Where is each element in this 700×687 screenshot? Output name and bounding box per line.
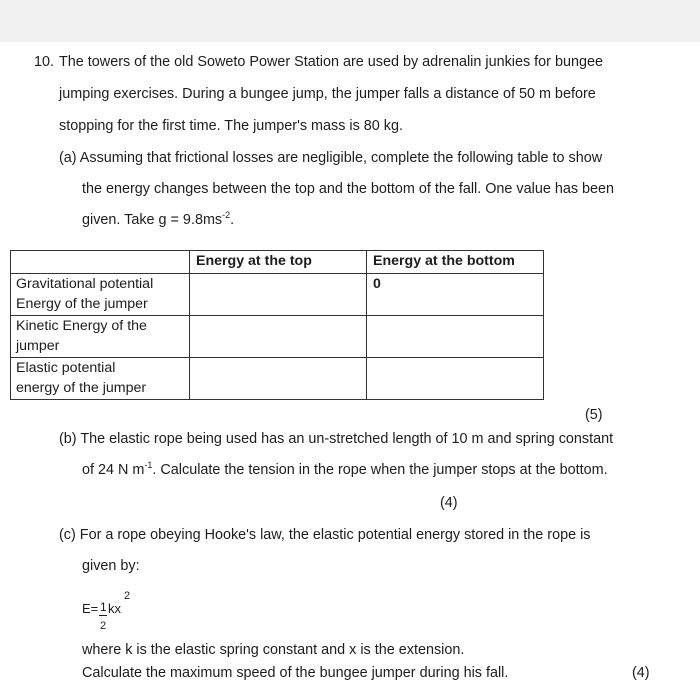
exponent: -2 [222, 210, 231, 220]
table-row [11, 316, 544, 358]
cell-top[interactable] [190, 274, 367, 316]
part-a-line-2: the energy changes between the top and the bottom of the fall. One value has been [82, 181, 615, 197]
table-header-top: Energy at the top [190, 251, 367, 274]
table-header-blank [11, 251, 190, 274]
part-c-line-1: (c) For a rope obeying Hooke's law, the elastic potential energy stored in the rope is [59, 527, 591, 543]
energy-table [10, 250, 544, 400]
row-label: Kinetic Energy of the jumper [11, 316, 190, 358]
formula-exponent: 2 [124, 590, 131, 602]
part-a-marks: (5) [585, 407, 603, 423]
row-label: Gravitational potential Energy of the jumper [11, 274, 190, 316]
cell-bottom[interactable] [367, 358, 544, 400]
part-a-line-1: (a) Assuming that frictional losses are negligible, complete the following table to show [59, 150, 603, 166]
part-b-marks: (4) [440, 495, 458, 511]
exponent: -1 [144, 460, 153, 470]
question-number: 10. [34, 54, 55, 70]
part-c-line-3: where k is the elastic spring constant and x is the extension. [82, 642, 465, 658]
formula-numerator: 1 [100, 600, 107, 614]
formula-rhs: kx [108, 601, 121, 616]
fraction-bar [99, 615, 107, 616]
intro-line-3: stopping for the first time. The jumper's mass is 80 kg. [59, 118, 403, 134]
intro-line-2: jumping exercises. During a bungee jump, the jumper falls a distance of 50 m before [59, 86, 596, 102]
table-header-bottom: Energy at the bottom [367, 251, 544, 274]
cell-bottom[interactable] [367, 316, 544, 358]
cell-top[interactable] [190, 358, 367, 400]
part-b-line-2: of 24 N $m^{-1}$. Calculate the tension in the rope when the jumper stops at the bottom. [82, 460, 608, 478]
part-c-line-2: given by: [82, 558, 140, 574]
row-label: Elastic potential energy of the jumper [11, 358, 190, 400]
intro-line-1: The towers of the old Soweto Power Station are used by adrenalin junkies for bungee [59, 54, 603, 70]
cell-top[interactable] [190, 316, 367, 358]
formula-lhs: E= [82, 601, 99, 616]
cell-bottom[interactable]: 0 [367, 274, 544, 316]
part-b-line-1: (b) The elastic rope being used has an un-stretched length of 10 m and spring constant [59, 431, 614, 447]
top-bar [0, 0, 700, 42]
formula-denominator: 2 [100, 620, 107, 632]
table-row [11, 358, 544, 400]
table-row [11, 274, 544, 316]
part-c-marks: (4) [632, 665, 650, 681]
part-a-line-3: given. Take $g = 9.8ms^{-2}$. [82, 210, 235, 228]
part-c-line-4: Calculate the maximum speed of the bungee jumper during his fall. [82, 665, 509, 681]
table-header-row [11, 251, 544, 274]
